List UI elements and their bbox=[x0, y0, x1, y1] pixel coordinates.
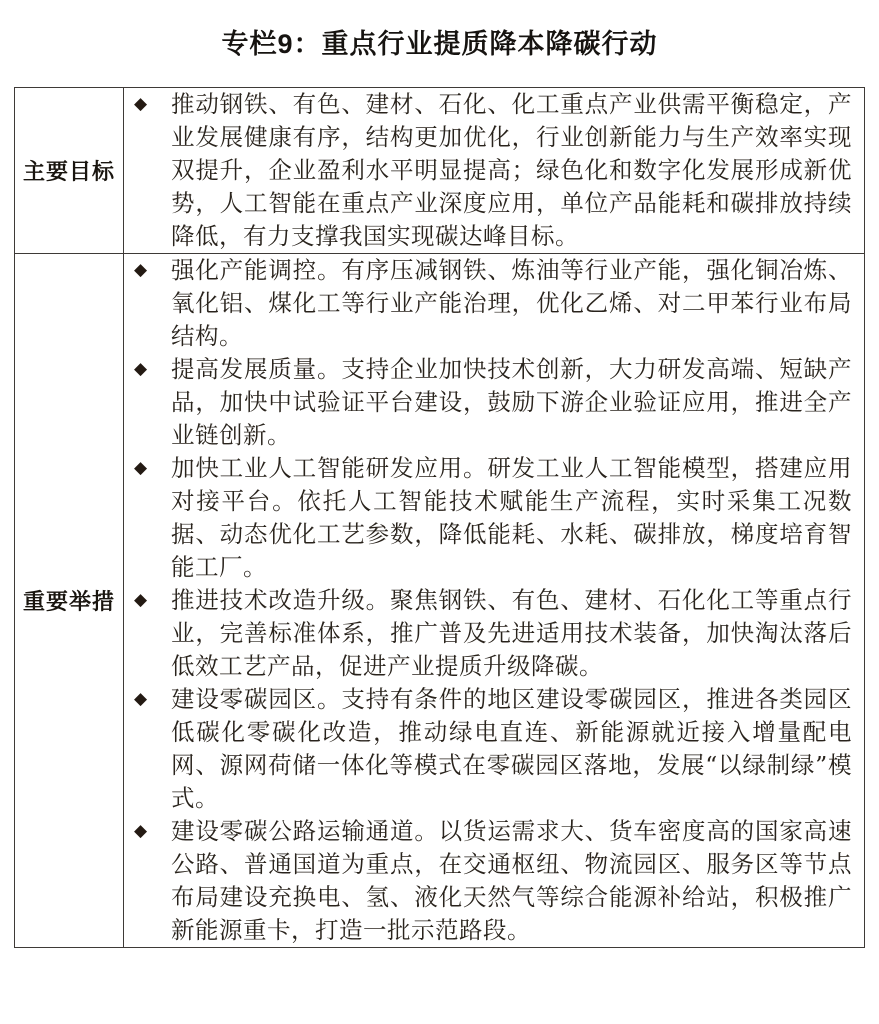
diamond-bullet-icon: ◆ bbox=[134, 359, 148, 379]
diamond-bullet-icon: ◆ bbox=[134, 590, 148, 610]
bullet-text: 建设零碳园区。支持有条件的地区建设零碳园区，推进各类园区低碳化零碳化改造，推动绿电直连、新能源就近接入增量配电网、源网荷储一体化等模式在零碳园区落地，发展“以绿制绿”模式。 bbox=[171, 685, 852, 812]
row-label-key-measures: 重要举措 bbox=[15, 254, 124, 948]
key-measures-content-cell bbox=[124, 254, 865, 948]
row-label-main-goals: 主要目标 bbox=[15, 88, 124, 254]
bullet-text: 加快工业人工智能研发应用。研发工业人工智能模型，搭建应用对接平台。依托人工智能技术赋能生产流程，实时采集工况数据、动态优化工艺参数，降低能耗、水耗、碳排放，梯度培育智能工厂。 bbox=[171, 454, 852, 581]
bullet-item bbox=[124, 353, 864, 452]
bullet-text: 推进技术改造升级。聚焦钢铁、有色、建材、石化化工等重点行业，完善标准体系，推广普及先进适用技术装备，加快淘汰落后低效工艺产品，促进产业提质升级降碳。 bbox=[171, 586, 852, 680]
diamond-bullet-icon: ◆ bbox=[134, 458, 148, 478]
diamond-bullet-icon: ◆ bbox=[134, 689, 148, 709]
table-row-main-goals bbox=[15, 88, 865, 254]
bullet-text: 强化产能调控。有序压减钢铁、炼油等行业产能，强化铜冶炼、氧化铝、煤化工等行业产能治理，优化乙烯、对二甲苯行业布局结构。 bbox=[171, 256, 852, 350]
bullet-text: 提高发展质量。支持企业加快技术创新，大力研发高端、短缺产品，加快中试验证平台建设，鼓励下游企业验证应用，推进全产业链创新。 bbox=[171, 355, 852, 449]
diamond-bullet-icon: ◆ bbox=[134, 821, 148, 841]
bullet-item bbox=[124, 683, 864, 815]
bullet-text: 推动钢铁、有色、建材、石化、化工重点产业供需平衡稳定，产业发展健康有序，结构更加优化，行业创新能力与生产效率实现双提升，企业盈利水平明显提高；绿色化和数字化发展形成新优势，人工智能在重点产业深度应用，单位产品能耗和碳排放持续降低，有力支撑我国实现碳达峰目标。 bbox=[171, 90, 852, 250]
bullet-text: 建设零碳公路运输通道。以货运需求大、货车密度高的国家高速公路、普通国道为重点，在交通枢纽、物流园区、服务区等节点布局建设充换电、氢、液化天然气等综合能源补给站，积极推广新能源重卡，打造一批示范路段。 bbox=[171, 817, 852, 944]
column-box-table bbox=[14, 87, 865, 948]
diamond-bullet-icon: ◆ bbox=[134, 260, 148, 280]
table-row-key-measures bbox=[15, 254, 865, 948]
page-title: 专栏9：重点行业提质降本降碳行动 bbox=[221, 29, 658, 59]
bullet-item bbox=[124, 584, 864, 683]
bullet-item bbox=[124, 88, 864, 253]
main-goals-content-cell bbox=[124, 88, 865, 254]
bullet-item bbox=[124, 452, 864, 584]
bullet-item bbox=[124, 254, 864, 353]
bullet-item bbox=[124, 815, 864, 947]
diamond-bullet-icon: ◆ bbox=[134, 94, 148, 114]
